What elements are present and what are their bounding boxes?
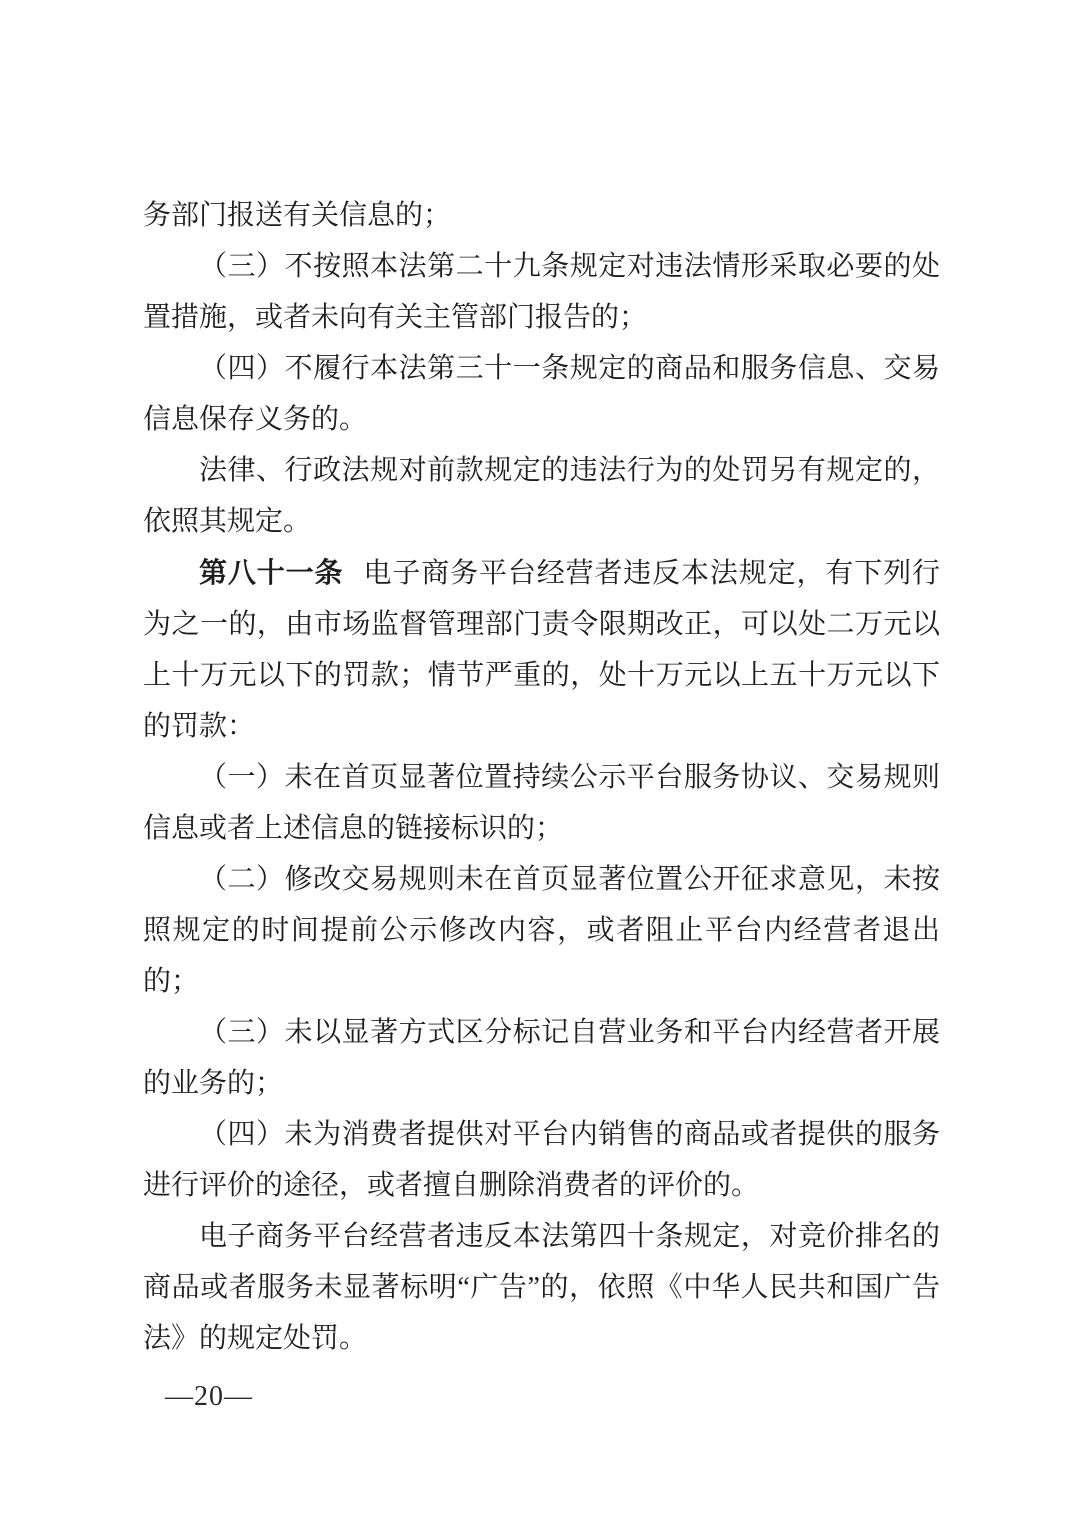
paragraph-continuation: 务部门报送有关信息的； [143, 200, 452, 231]
document-body [143, 190, 940, 1364]
page-number: —20— [165, 1381, 253, 1412]
paragraph-article-81-item-2: （二）修改交易规则未在首页显著位置公开征求意见，未按照规定的时间提前公示修改内容，或者阻止平台内经营者退出的； [143, 864, 940, 997]
paragraph-article-81 [143, 547, 940, 752]
paragraph-article-81-item-4: （四）未为消费者提供对平台内销售的商品或者提供的服务进行评价的途径，或者擅自删除消费者的评价的。 [143, 1119, 940, 1201]
article-intro-text: 电子商务平台经营者违反本法规定，有下列行为之一的，由市场监督管理部门责令限期改正，可以处二万元以上十万元以下的罚款；情节严重的，处十万元以上五十万元以下的罚款： [143, 558, 940, 742]
paragraph-article-81-closing: 电子商务平台经营者违反本法第四十条规定，对竞价排名的商品或者服务未显著标明“广告”的，依照《中华人民共和国广告法》的规定处罚。 [143, 1221, 940, 1354]
paragraph-item-3: （三）不按照本法第二十九条规定对违法情形采取必要的处置措施，或者未向有关主管部门报告的； [143, 251, 940, 333]
paragraph-article-81-item-1: （一）未在首页显著位置持续公示平台服务协议、交易规则信息或者上述信息的链接标识的； [143, 762, 940, 844]
paragraph-article-81-item-3: （三）未以显著方式区分标记自营业务和平台内经营者开展的业务的； [143, 1017, 940, 1099]
paragraph-other-laws: 法律、行政法规对前款规定的违法行为的处罚另有规定的，依照其规定。 [143, 455, 940, 537]
article-number: 第八十一条 [199, 557, 344, 588]
paragraph-item-4: （四）不履行本法第三十一条规定的商品和服务信息、交易信息保存义务的。 [143, 353, 940, 435]
